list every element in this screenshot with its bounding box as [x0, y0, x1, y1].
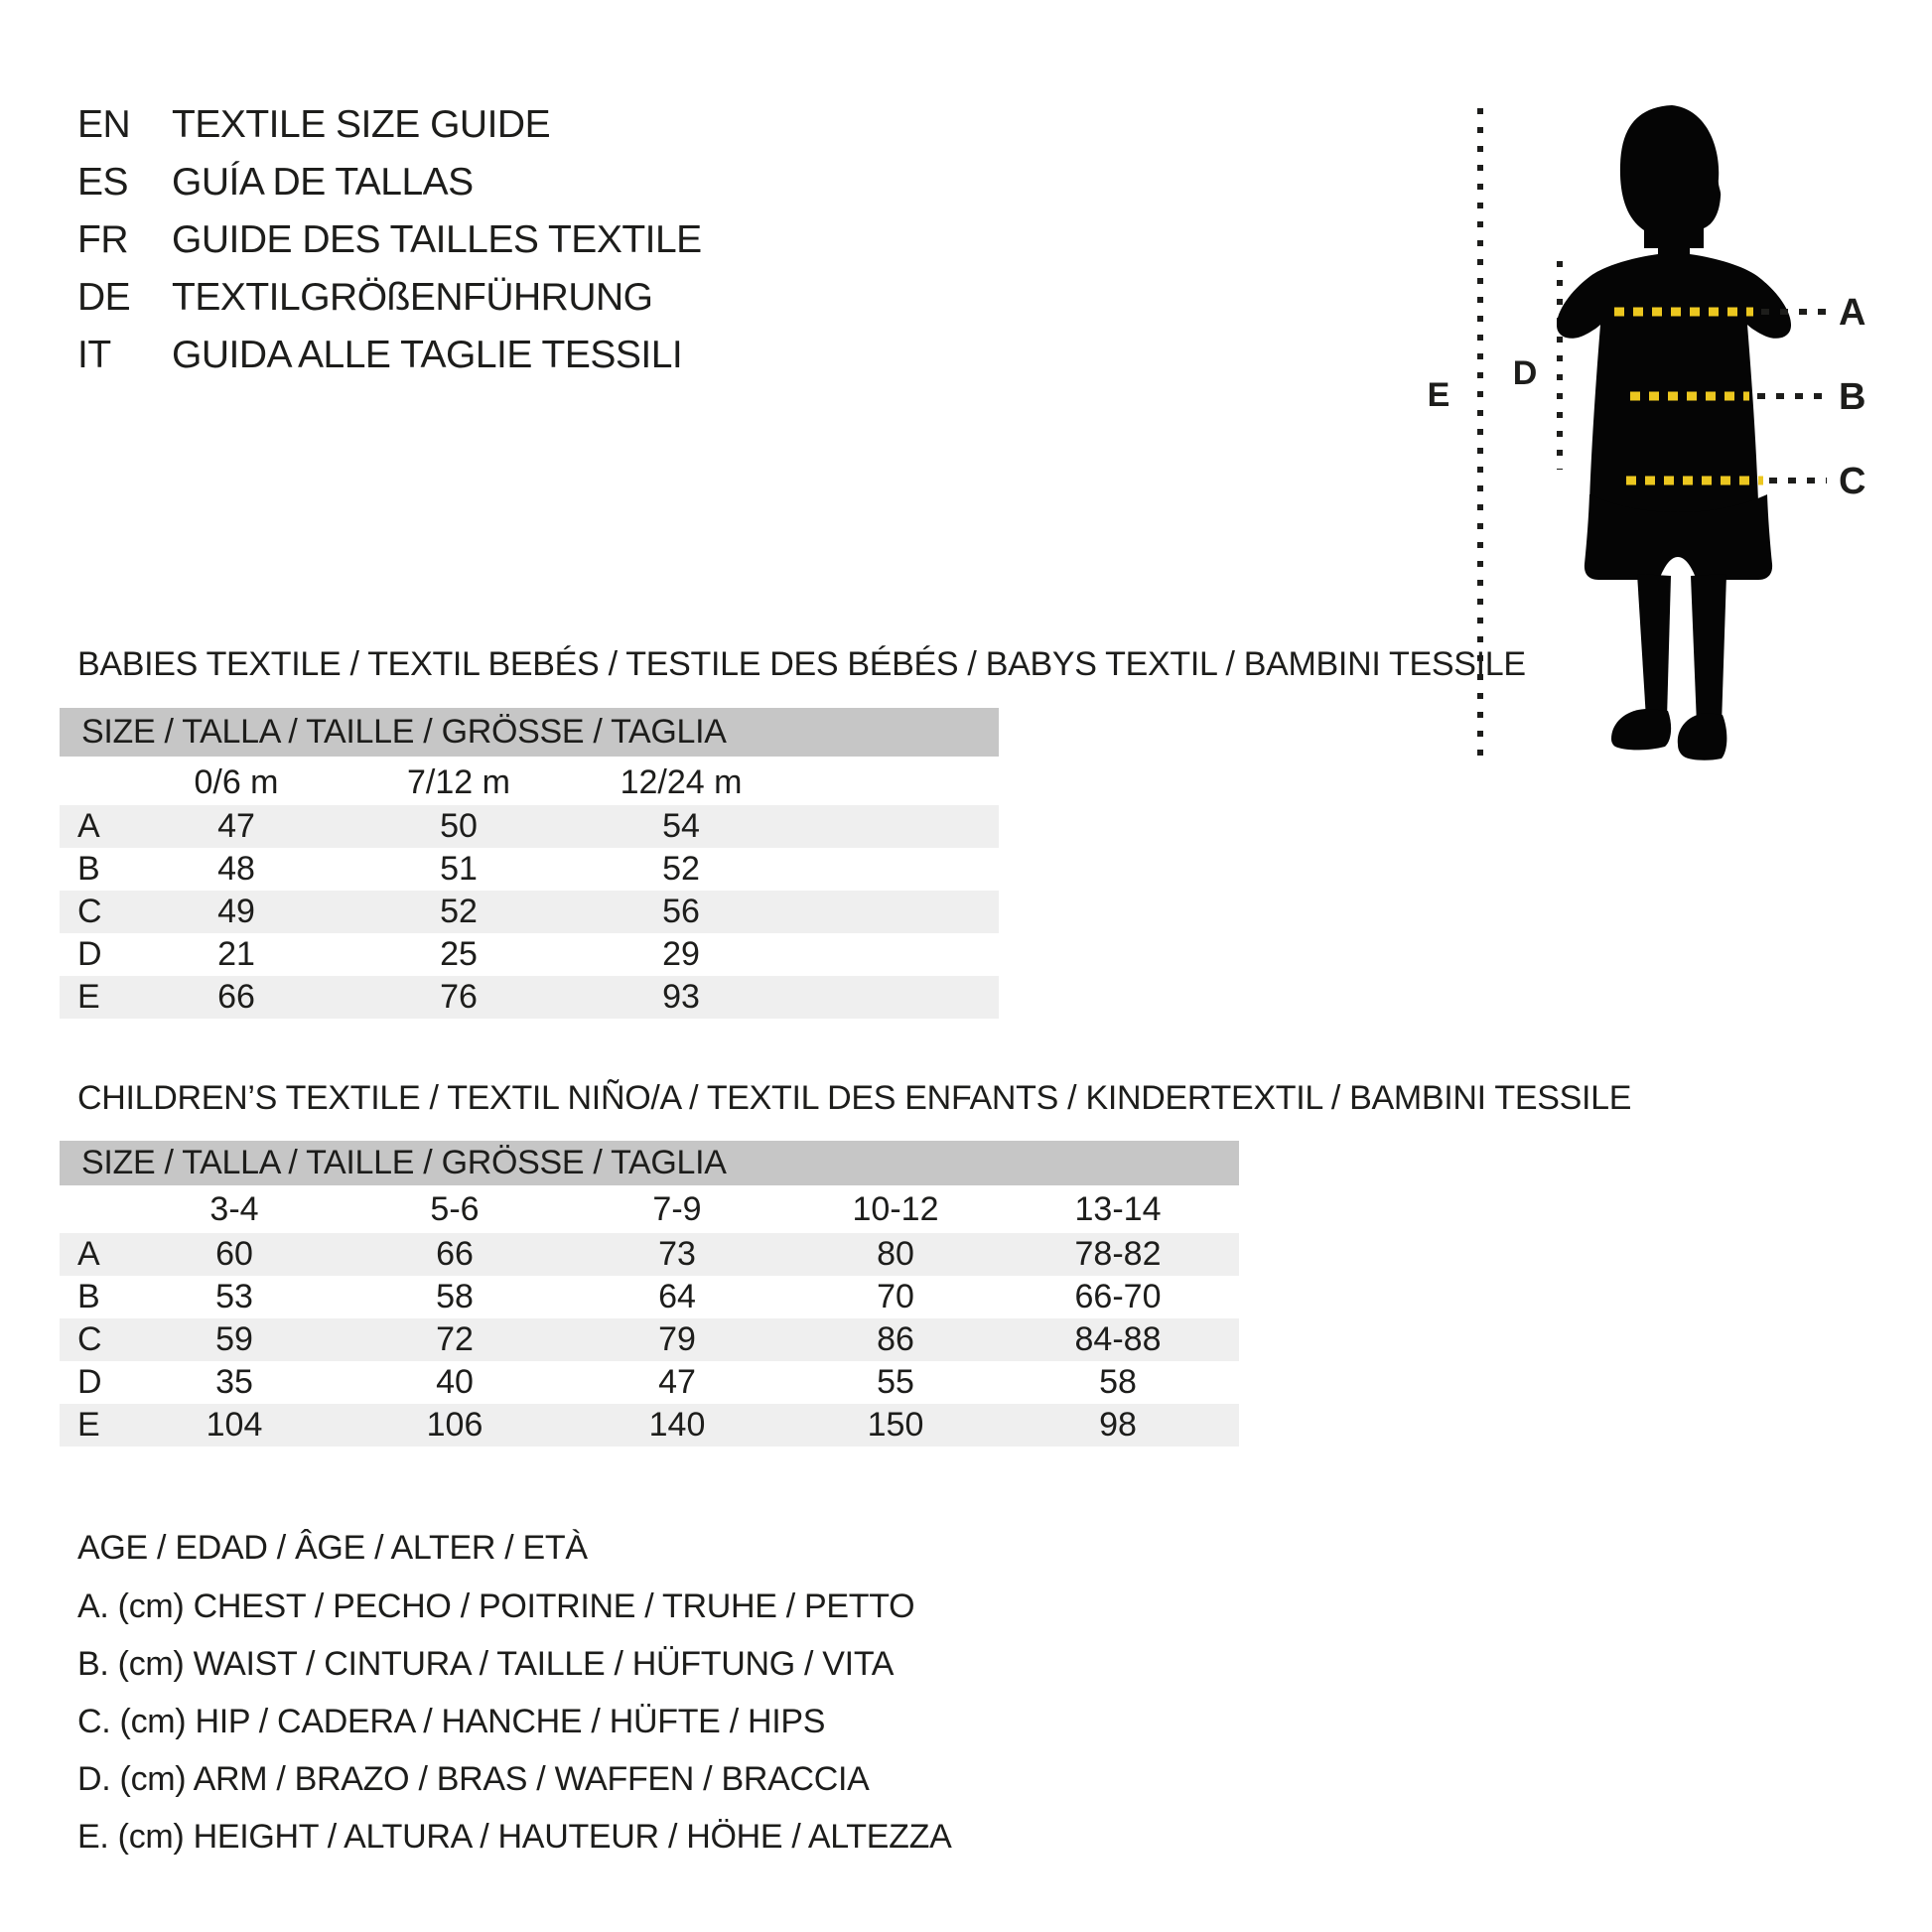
- lang-code-de: DE: [77, 276, 131, 319]
- babies-cell: 52: [662, 850, 700, 888]
- measure-label-b: B: [1839, 376, 1866, 418]
- children-row-e: [60, 1404, 1239, 1447]
- children-col-header: 10-12: [852, 1190, 939, 1228]
- children-cell: 79: [658, 1320, 696, 1358]
- measure-label-d: D: [1512, 354, 1538, 392]
- children-cell: 59: [215, 1320, 253, 1358]
- children-cell: 98: [1099, 1406, 1137, 1444]
- children-cell: 150: [867, 1406, 924, 1444]
- babies-col-header: 12/24 m: [620, 763, 743, 801]
- lang-title-de: TEXTILGRÖßENFÜHRUNG: [172, 276, 653, 319]
- children-cell: 72: [436, 1320, 474, 1358]
- babies-cell: 25: [440, 935, 478, 973]
- children-cell: 66-70: [1074, 1278, 1162, 1315]
- measure-label-c: C: [1839, 461, 1866, 502]
- lang-code-fr: FR: [77, 218, 128, 261]
- children-cell: 106: [426, 1406, 483, 1444]
- children-row-d: [60, 1361, 1239, 1404]
- children-cell: 66: [436, 1235, 474, 1273]
- children-section-heading: CHILDREN’S TEXTILE / TEXTIL NIÑO/A / TEXTIL DES ENFANTS / KINDERTEXTIL / BAMBINI TESSILE: [77, 1079, 1632, 1117]
- children-cell: 58: [1099, 1363, 1137, 1401]
- children-size-header-bar: [60, 1141, 1239, 1185]
- children-col-header: 3-4: [209, 1190, 259, 1228]
- babies-cell: 93: [662, 978, 700, 1016]
- babies-row-label: A: [77, 807, 100, 845]
- children-cell: 64: [658, 1278, 696, 1315]
- children-cell: 58: [436, 1278, 474, 1315]
- babies-row-a: [60, 805, 999, 848]
- measure-label-a: A: [1839, 292, 1866, 334]
- babies-cell: 76: [440, 978, 478, 1016]
- babies-size-header-label: SIZE / TALLA / TAILLE / GRÖSSE / TAGLIA: [81, 713, 727, 751]
- babies-col-header: 0/6 m: [194, 763, 279, 801]
- children-col-header: 5-6: [430, 1190, 480, 1228]
- babies-row-label: C: [77, 893, 102, 930]
- children-row-label: A: [77, 1235, 100, 1273]
- children-row-label: E: [77, 1406, 100, 1444]
- children-cell: 84-88: [1074, 1320, 1162, 1358]
- babies-cell: 47: [217, 807, 255, 845]
- legend-hip-line: C. (cm) HIP / CADERA / HANCHE / HÜFTE / HIPS: [77, 1703, 826, 1740]
- babies-row-label: E: [77, 978, 100, 1016]
- babies-cell: 49: [217, 893, 255, 930]
- lang-code-it: IT: [77, 334, 111, 376]
- children-col-header: 13-14: [1074, 1190, 1162, 1228]
- children-row-label: C: [77, 1320, 102, 1358]
- babies-cell: 29: [662, 935, 700, 973]
- babies-row-label: B: [77, 850, 100, 888]
- children-row-b: [60, 1276, 1239, 1318]
- lang-title-it: GUIDA ALLE TAGLIE TESSILI: [172, 334, 683, 376]
- children-cell: 35: [215, 1363, 253, 1401]
- children-row-c: [60, 1318, 1239, 1361]
- children-cell: 86: [877, 1320, 914, 1358]
- legend-chest-line: A. (cm) CHEST / PECHO / POITRINE / TRUHE / PETTO: [77, 1587, 915, 1625]
- babies-row-c: [60, 891, 999, 933]
- babies-cell: 54: [662, 807, 700, 845]
- babies-row-b: [60, 848, 999, 891]
- children-cell: 73: [658, 1235, 696, 1273]
- children-column-header-row: [60, 1191, 1239, 1227]
- lang-code-en: EN: [77, 103, 131, 146]
- babies-row-d: [60, 933, 999, 976]
- legend-age-line: AGE / EDAD / ÂGE / ALTER / ETÀ: [77, 1529, 588, 1567]
- legend-height-line: E. (cm) HEIGHT / ALTURA / HAUTEUR / HÖHE / ALTEZZA: [77, 1818, 952, 1856]
- children-row-label: D: [77, 1363, 102, 1401]
- child-silhouette-icon: [1557, 105, 1791, 760]
- babies-cell: 51: [440, 850, 478, 888]
- babies-cell: 56: [662, 893, 700, 930]
- babies-column-header-row: [60, 764, 999, 800]
- lang-title-en: TEXTILE SIZE GUIDE: [172, 103, 551, 146]
- babies-row-label: D: [77, 935, 102, 973]
- babies-cell: 66: [217, 978, 255, 1016]
- children-cell: 40: [436, 1363, 474, 1401]
- babies-cell: 50: [440, 807, 478, 845]
- children-cell: 78-82: [1074, 1235, 1162, 1273]
- children-cell: 47: [658, 1363, 696, 1401]
- lang-title-fr: GUIDE DES TAILLES TEXTILE: [172, 218, 702, 261]
- measure-label-e: E: [1427, 376, 1450, 414]
- children-cell: 60: [215, 1235, 253, 1273]
- legend-waist-line: B. (cm) WAIST / CINTURA / TAILLE / HÜFTUNG / VITA: [77, 1645, 895, 1683]
- children-row-label: B: [77, 1278, 100, 1315]
- babies-cell: 21: [217, 935, 255, 973]
- babies-size-header-bar: [60, 708, 999, 757]
- children-cell: 55: [877, 1363, 914, 1401]
- children-cell: 104: [206, 1406, 263, 1444]
- children-cell: 140: [648, 1406, 706, 1444]
- children-size-header-label: SIZE / TALLA / TAILLE / GRÖSSE / TAGLIA: [81, 1144, 727, 1181]
- lang-code-es: ES: [77, 161, 129, 204]
- lang-title-es: GUÍA DE TALLAS: [172, 161, 474, 204]
- children-cell: 53: [215, 1278, 253, 1315]
- babies-cell: 48: [217, 850, 255, 888]
- babies-col-header: 7/12 m: [407, 763, 510, 801]
- children-cell: 70: [877, 1278, 914, 1315]
- children-row-a: [60, 1233, 1239, 1276]
- children-col-header: 7-9: [652, 1190, 702, 1228]
- babies-section-heading: BABIES TEXTILE / TEXTIL BEBÉS / TESTILE DES BÉBÉS / BABYS TEXTIL / BAMBINI TESSILE: [77, 645, 1526, 683]
- legend-arm-line: D. (cm) ARM / BRAZO / BRAS / WAFFEN / BRACCIA: [77, 1760, 870, 1798]
- children-cell: 80: [877, 1235, 914, 1273]
- babies-cell: 52: [440, 893, 478, 930]
- babies-row-e: [60, 976, 999, 1019]
